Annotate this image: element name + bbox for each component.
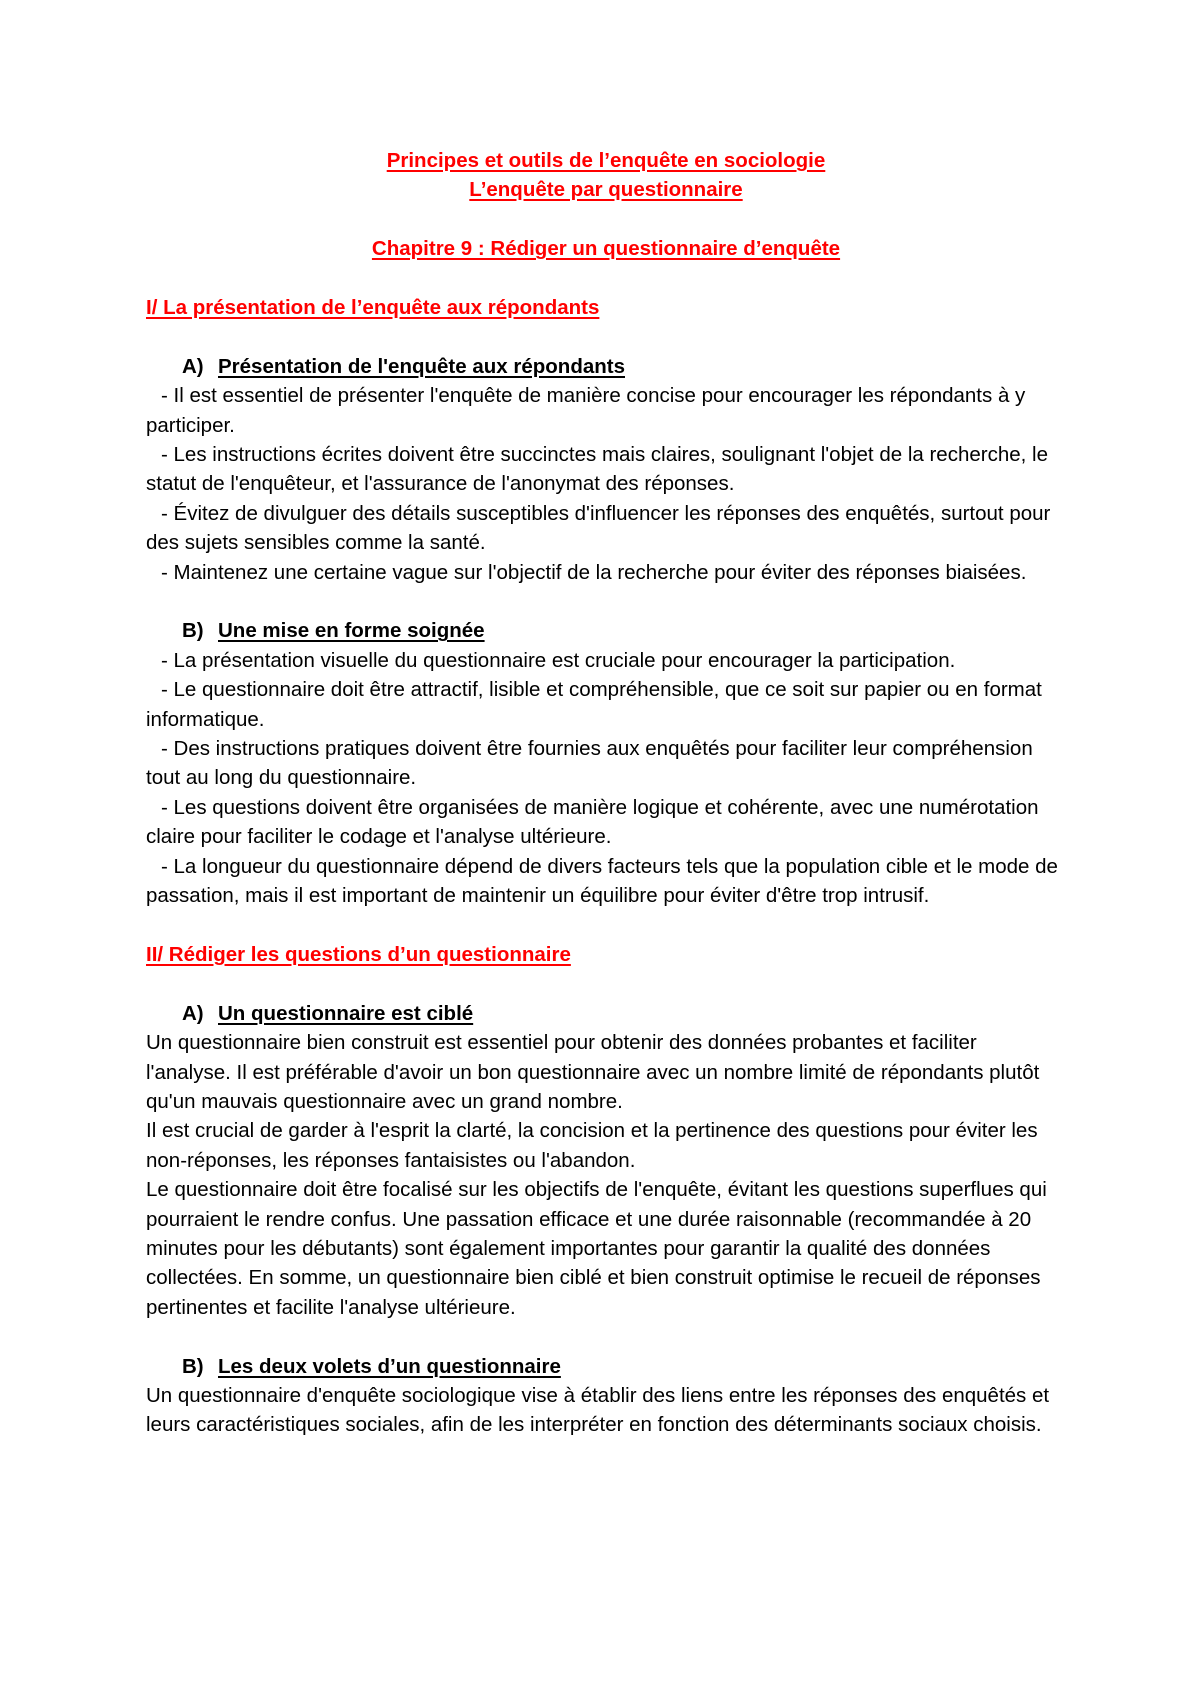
subsection-heading	[146, 616, 1066, 645]
spacer	[146, 322, 1066, 351]
spacer	[146, 911, 1066, 940]
subsection-letter: A)	[182, 1001, 204, 1025]
subsection-letter: A)	[182, 354, 204, 378]
bullet-item: - Des instructions pratiques doivent être fournies aux enquêtés pour faciliter leur compréhension tout au long du questionnaire.	[146, 737, 1033, 790]
spacer	[146, 264, 1066, 293]
subsection-title: Les deux volets d’un questionnaire	[218, 1354, 561, 1378]
section-heading-1: I/ La présentation de l’enquête aux répondants	[146, 296, 600, 319]
spacer	[146, 587, 1066, 616]
bullet-item: - Le questionnaire doit être attractif, lisible et compréhensible, que ce soit sur papier ou en format informatique.	[146, 678, 1042, 731]
bullet-item: - Les instructions écrites doivent être succinctes mais claires, soulignant l'objet de la recherche, le statut de l'enquêteur, et l'assurance de l'anonymat des réponses.	[146, 443, 1048, 496]
spacer	[146, 969, 1066, 998]
bullet-item: - Les questions doivent être organisées de manière logique et cohérente, avec une numérotation claire pour faciliter le codage et l'analyse ultérieure.	[146, 795, 1039, 849]
body-paragraph: Il est crucial de garder à l'esprit la clarté, la concision et la pertinence des questions pour éviter les non-réponses, les réponses fantaisistes ou l'abandon.	[146, 1119, 1038, 1172]
spacer	[146, 205, 1066, 234]
document-title-line1: Principes et outils de l’enquête en sociologie	[386, 149, 826, 172]
body-paragraph: Le questionnaire doit être focalisé sur les objectifs de l'enquête, évitant les questions superflues qui pourraient le rendre confus. Une passation efficace et une durée raisonnable (recommandée à 20 minutes pour les débutants) sont également importantes pour garantir la qualité des données collectées. En somme, un questionnaire bien ciblé et bien construit optimise le recueil de réponses pertinentes et facilite l'analyse ultérieure.	[146, 1178, 1047, 1319]
bullet-item: - Il est essentiel de présenter l'enquête de manière concise pour encourager les répondants à y participer.	[146, 384, 1026, 437]
subsection-heading	[146, 352, 1066, 381]
subsection-title: Un questionnaire est ciblé	[218, 1001, 474, 1025]
bullet-item: - Maintenez une certaine vague sur l'objectif de la recherche pour éviter des réponses biaisées.	[161, 560, 1027, 584]
subsection-title: Une mise en forme soignée	[218, 619, 485, 643]
subsection-heading	[146, 1352, 1066, 1381]
bullet-item: - Évitez de divulguer des détails susceptibles d'influencer les réponses des enquêtés, surtout pour des sujets sensibles comme la santé.	[146, 501, 1051, 555]
document-title-line2: L’enquête par questionnaire	[469, 178, 743, 202]
spacer	[146, 1322, 1066, 1351]
body-paragraph: Un questionnaire d'enquête sociologique vise à établir des liens entre les réponses des enquêtés et leurs caractéristiques sociales, afin de les interpréter en fonction des déterminants sociaux choisis.	[146, 1383, 1050, 1437]
subsection-letter: B)	[182, 619, 204, 643]
subsection-letter: B)	[182, 1354, 204, 1378]
document-content	[146, 146, 1066, 1440]
subsection-title: Présentation de l'enquête aux répondants	[218, 354, 625, 378]
bullet-item: - La présentation visuelle du questionnaire est cruciale pour encourager la participation.	[161, 648, 956, 672]
bullet-item: - La longueur du questionnaire dépend de divers facteurs tels que la population cible et le mode de passation, mais il est important de maintenir un équilibre pour éviter d'être trop intrusif.	[146, 854, 1058, 908]
body-paragraph: Un questionnaire bien construit est essentiel pour obtenir des données probantes et faciliter l'analyse. Il est préférable d'avoir un bon questionnaire avec un nombre limité de répondants plutôt qu'un mauvais questionnaire avec un grand nombre.	[146, 1031, 1040, 1113]
subsection-heading	[146, 999, 1066, 1028]
chapter-title: Chapitre 9 : Rédiger un questionnaire d’enquête	[371, 237, 841, 261]
section-heading-2: II/ Rédiger les questions d’un questionnaire	[146, 942, 571, 966]
